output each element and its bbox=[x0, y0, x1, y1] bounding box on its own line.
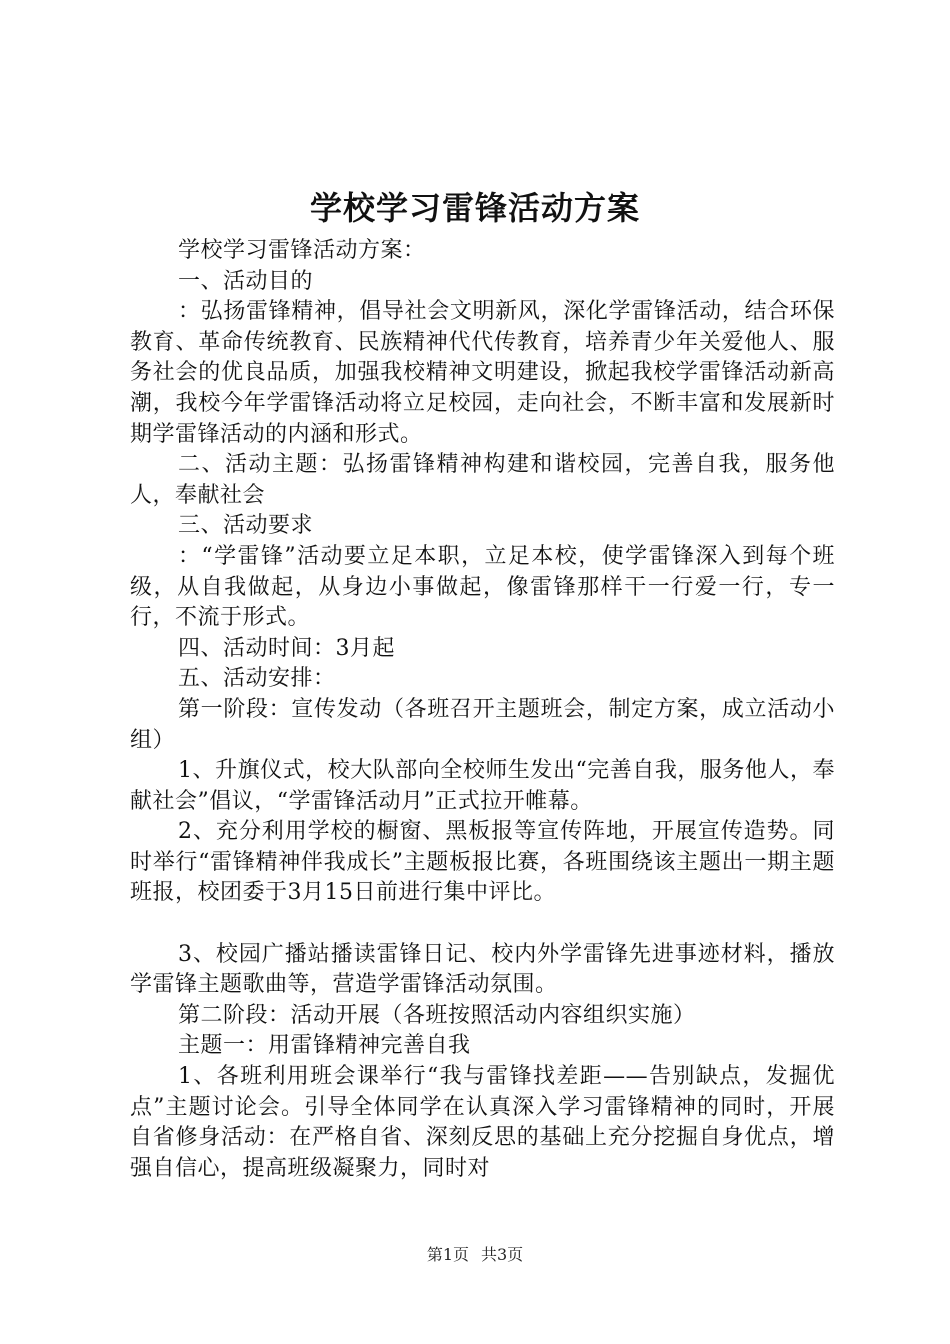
document-title: 学校学习雷锋活动方案 bbox=[309, 189, 640, 227]
list-item-flag-ceremony: 1、升旗仪式，校大队部向全校师生发出“完善自我，服务他人，奉献社会”倡议，“学雷锋活动月”正式拉开帷幕。 bbox=[130, 758, 835, 814]
list-item-publicity: 2、充分利用学校的橱窗、黑板报等宣传阵地，开展宣传造势。同时举行“雷锋精神伴我成长”主题板报比赛，各班围绕该主题出一期主题班报，校团委于3月15日前进行集中评比。 bbox=[130, 819, 835, 906]
heading-theme: 二、活动主题：弘扬雷锋精神构建和谐校园，完善自我，服务他人，奉献社会 bbox=[130, 452, 835, 508]
heading-time: 四、活动时间：3月起 bbox=[178, 635, 395, 661]
heading-stage-two: 第二阶段：活动开展（各班按照活动内容组织实施） bbox=[178, 1002, 696, 1028]
paragraph-purpose: ：弘扬雷锋精神，倡导社会文明新风，深化学雷锋活动，结合环保教育、革命传统教育、民族精神代代传教育，培养青少年关爱他人、服务社会的优良品质，加强我校精神文明建设，掀起我校学雷锋活动新高潮，我校今年学雷锋活动将立足校园，走向社会，不断丰富和发展新时期学雷锋活动的内涵和形式。 bbox=[130, 299, 835, 447]
heading-purpose: 一、活动目的 bbox=[178, 268, 314, 294]
page-number: 第1页 bbox=[426, 1245, 469, 1264]
heading-arrangement: 五、活动安排： bbox=[178, 666, 336, 692]
paragraph-intro: 学校学习雷锋活动方案： bbox=[178, 238, 426, 263]
heading-topic-one: 主题一：用雷锋精神完善自我 bbox=[178, 1033, 471, 1059]
paragraph-spacer bbox=[130, 909, 835, 940]
heading-stage-one: 第一阶段：宣传发动（各班召开主题班会，制定方案，成立活动小组） bbox=[130, 696, 835, 753]
list-item-broadcast: 3、校园广播站播读雷锋日记、校内外学雷锋先进事迹材料，播放学雷锋主题歌曲等，营造学雷锋活动氛围。 bbox=[130, 941, 835, 998]
document-body bbox=[130, 236, 835, 1184]
page-total: 共3页 bbox=[481, 1245, 524, 1264]
page-footer bbox=[0, 1245, 950, 1265]
list-item-class-meeting: 1、各班利用班会课举行“我与雷锋找差距——告别缺点，发掘优点”主题讨论会。引导全体同学在认真深入学习雷锋精神的同时，开展自省修身活动：在严格自省、深刻反思的基础上充分挖掘自身优点，增强自信心，提高班级凝聚力，同时对 bbox=[130, 1064, 835, 1181]
heading-requirements: 三、活动要求 bbox=[178, 513, 314, 539]
paragraph-requirements: ：“学雷锋”活动要立足本职，立足本校，使学雷锋深入到每个班级，从自我做起，从身边小事做起，像雷锋那样干一行爱一行，专一行，不流于形式。 bbox=[130, 543, 835, 631]
